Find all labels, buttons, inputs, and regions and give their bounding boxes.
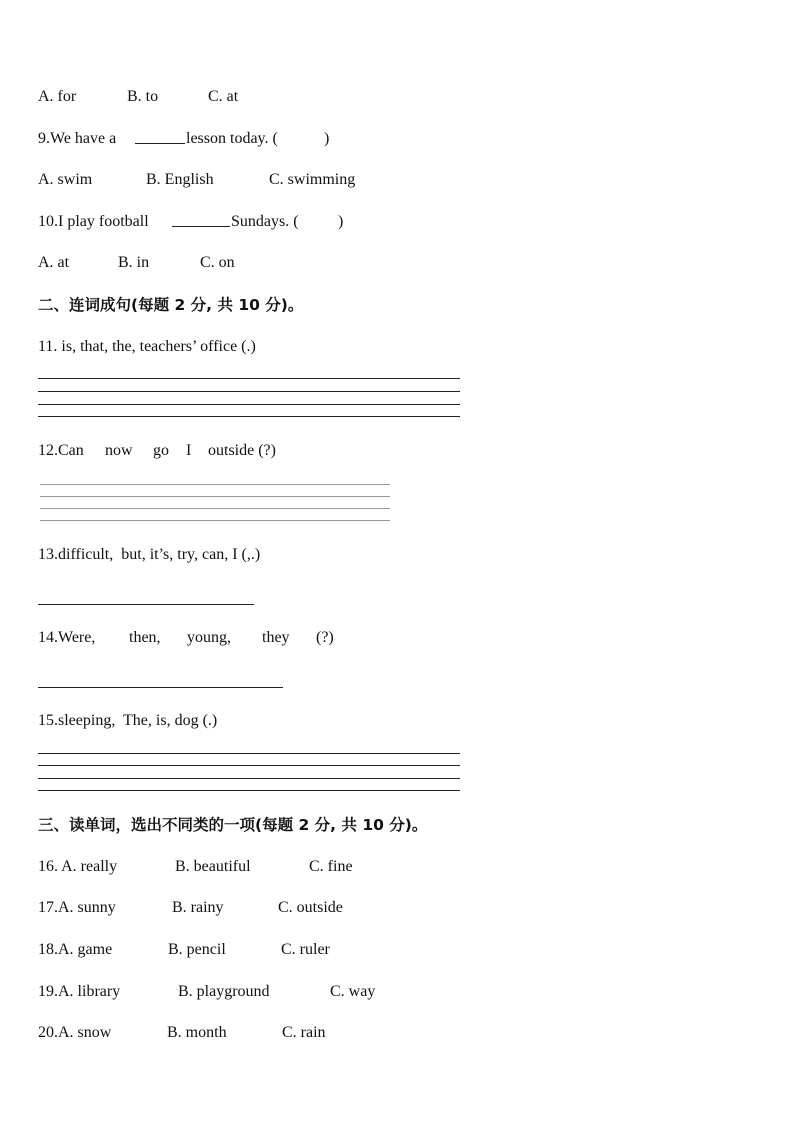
q8-option-a: A. for bbox=[38, 88, 77, 105]
q12-writing-line-1 bbox=[40, 484, 390, 485]
q18-option-c: C. ruler bbox=[281, 941, 330, 958]
q12-word-3: go bbox=[153, 442, 169, 459]
q16-option-a: 16. A. really bbox=[38, 858, 118, 875]
q18-option-b: B. pencil bbox=[168, 941, 226, 958]
q14-word-3: young, bbox=[187, 629, 231, 646]
q14-word-1: 14.Were, bbox=[38, 629, 96, 646]
q16-option-c: C. fine bbox=[309, 858, 353, 875]
q15-writing-line-2 bbox=[38, 765, 460, 766]
q20-option-a: 20.A. snow bbox=[38, 1024, 112, 1041]
q11-writing-line-2 bbox=[38, 391, 460, 392]
q15-writing-line-4 bbox=[38, 790, 460, 791]
q10-option-c: C. on bbox=[200, 254, 235, 271]
q17-option-a: 17.A. sunny bbox=[38, 899, 116, 916]
q12-word-2: now bbox=[105, 442, 133, 459]
q10-text-pre: 10.I play football bbox=[38, 213, 153, 230]
q12-writing-line-3 bbox=[40, 508, 390, 509]
q10-blank bbox=[172, 212, 230, 227]
section-3-title: 三、读单词，选出不同类的一项(每题 2 分, 共 10 分)。 bbox=[38, 816, 428, 834]
q9-paren-close: ) bbox=[324, 130, 330, 147]
q14-word-4: they bbox=[262, 629, 290, 646]
q14-answer-line bbox=[38, 687, 283, 688]
q13-answer-line bbox=[38, 604, 254, 605]
q19-option-a: 19.A. library bbox=[38, 983, 121, 1000]
q13-question: 13.difficult, but, it’s, try, can, I (,.) bbox=[38, 546, 261, 563]
q8-option-b: B. to bbox=[127, 88, 159, 105]
q11-writing-line-4 bbox=[38, 416, 460, 417]
q10-option-b: B. in bbox=[118, 254, 150, 271]
q15-question: 15.sleeping, The, is, dog (.) bbox=[38, 712, 218, 729]
q11-question: 11. is, that, the, teachers’ office (.) bbox=[38, 338, 256, 355]
section-2-title: 二、连词成句(每题 2 分, 共 10 分)。 bbox=[38, 296, 304, 314]
q11-writing-line-3 bbox=[38, 404, 460, 405]
q10-text-post: Sundays. ( bbox=[231, 213, 299, 230]
q14-word-5: (?) bbox=[316, 629, 334, 646]
q20-option-c: C. rain bbox=[282, 1024, 326, 1041]
q17-option-b: B. rainy bbox=[172, 899, 224, 916]
q12-word-5: outside (?) bbox=[208, 442, 276, 459]
q9-option-b: B. English bbox=[146, 171, 214, 188]
q9-option-c: C. swimming bbox=[269, 171, 356, 188]
q12-word-4: I bbox=[186, 442, 192, 459]
q19-option-c: C. way bbox=[330, 983, 376, 1000]
q16-option-b: B. beautiful bbox=[175, 858, 251, 875]
q9-option-a: A. swim bbox=[38, 171, 93, 188]
q12-writing-line-4 bbox=[40, 520, 390, 521]
q8-option-c: C. at bbox=[208, 88, 239, 105]
q20-option-b: B. month bbox=[167, 1024, 227, 1041]
q12-writing-line-2 bbox=[40, 496, 390, 497]
q17-option-c: C. outside bbox=[278, 899, 343, 916]
q10-paren-close: ) bbox=[338, 213, 344, 230]
q18-option-a: 18.A. game bbox=[38, 941, 113, 958]
q15-writing-line-3 bbox=[38, 778, 460, 779]
q11-writing-line-1 bbox=[38, 378, 460, 379]
q12-word-1: 12.Can bbox=[38, 442, 84, 459]
q10-option-a: A. at bbox=[38, 254, 70, 271]
q9-text-pre: 9.We have a bbox=[38, 130, 121, 147]
q14-word-2: then, bbox=[129, 629, 161, 646]
q15-writing-line-1 bbox=[38, 753, 460, 754]
q20-options bbox=[38, 1023, 326, 1103]
q9-text-post: lesson today. ( bbox=[186, 130, 278, 147]
q9-blank bbox=[135, 129, 185, 144]
q19-option-b: B. playground bbox=[178, 983, 270, 1000]
